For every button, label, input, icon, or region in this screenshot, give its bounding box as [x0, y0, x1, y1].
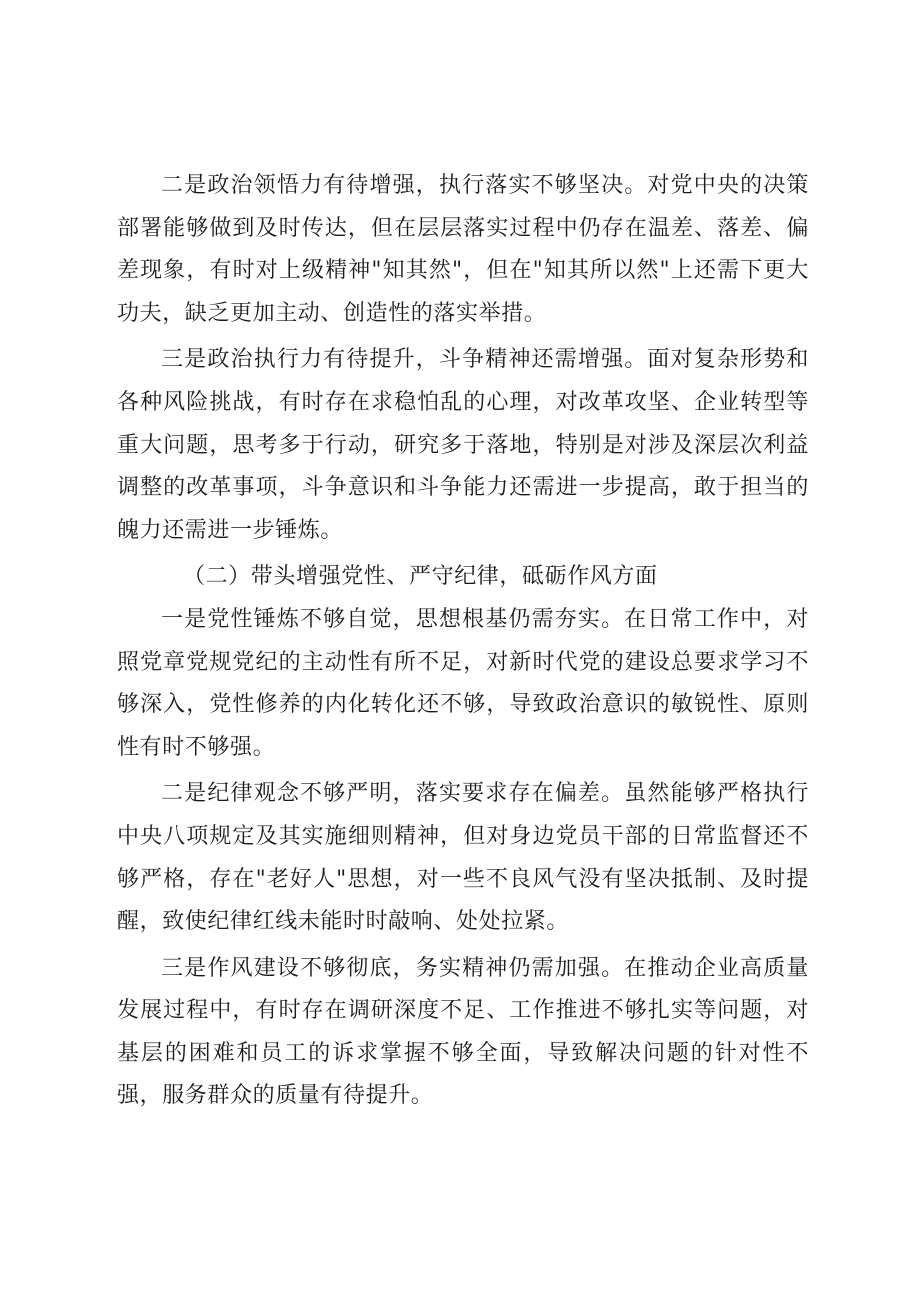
paragraph-political-execution: 三是政治执行力有待提升，斗争精神还需增强。面对复杂形势和各种风险挑战，有时存在求稳怕乱的心理，对改革攻坚、企业转型等重大问题，思考多于行动，研究多于落地，特别是对涉及深层次利益调整的改革事项，斗争意识和斗争能力还需进一步提高，敢于担当的魄力还需进一步锤炼。: [117, 347, 809, 543]
section-heading: （二）带头增强党性、严守纪律，砥砺作风方面: [183, 564, 658, 590]
paragraph-party-spirit: 一是党性锤炼不够自觉，思想根基仍需夯实。在日常工作中，对照党章党规党纪的主动性有所不足，对新时代党的建设总要求学习不够深入，党性修养的内化转化还不够，导致政治意识的敏锐性、原则性有时不够强。: [117, 606, 809, 760]
paragraph-discipline: 二是纪律观念不够严明，落实要求存在偏差。虽然能够严格执行中央八项规定及其实施细则精神，但对身边党员干部的日常监督还不够严格，存在"老好人"思想，对一些不良风气没有坚决抵制、及时提醒，致使纪律红线未能时时敲响、处处拉紧。: [117, 781, 809, 935]
paragraph-work-style: 三是作风建设不够彻底，务实精神仍需加强。在推动企业高质量发展过程中，有时存在调研深度不足、工作推进不够扎实等问题，对基层的困难和员工的诉求掌握不够全面，导致解决问题的针对性不强，服务群众的质量有待提升。: [117, 955, 809, 1109]
document-body: [117, 165, 809, 1118]
paragraph-political-comprehension: 二是政治领悟力有待增强，执行落实不够坚决。对党中央的决策部署能够做到及时传达，但在层层落实过程中仍存在温差、落差、偏差现象，有时对上级精神"知其然"，但在"知其所以然"上还需下更大功夫，缺乏更加主动、创造性的落实举措。: [117, 173, 809, 326]
